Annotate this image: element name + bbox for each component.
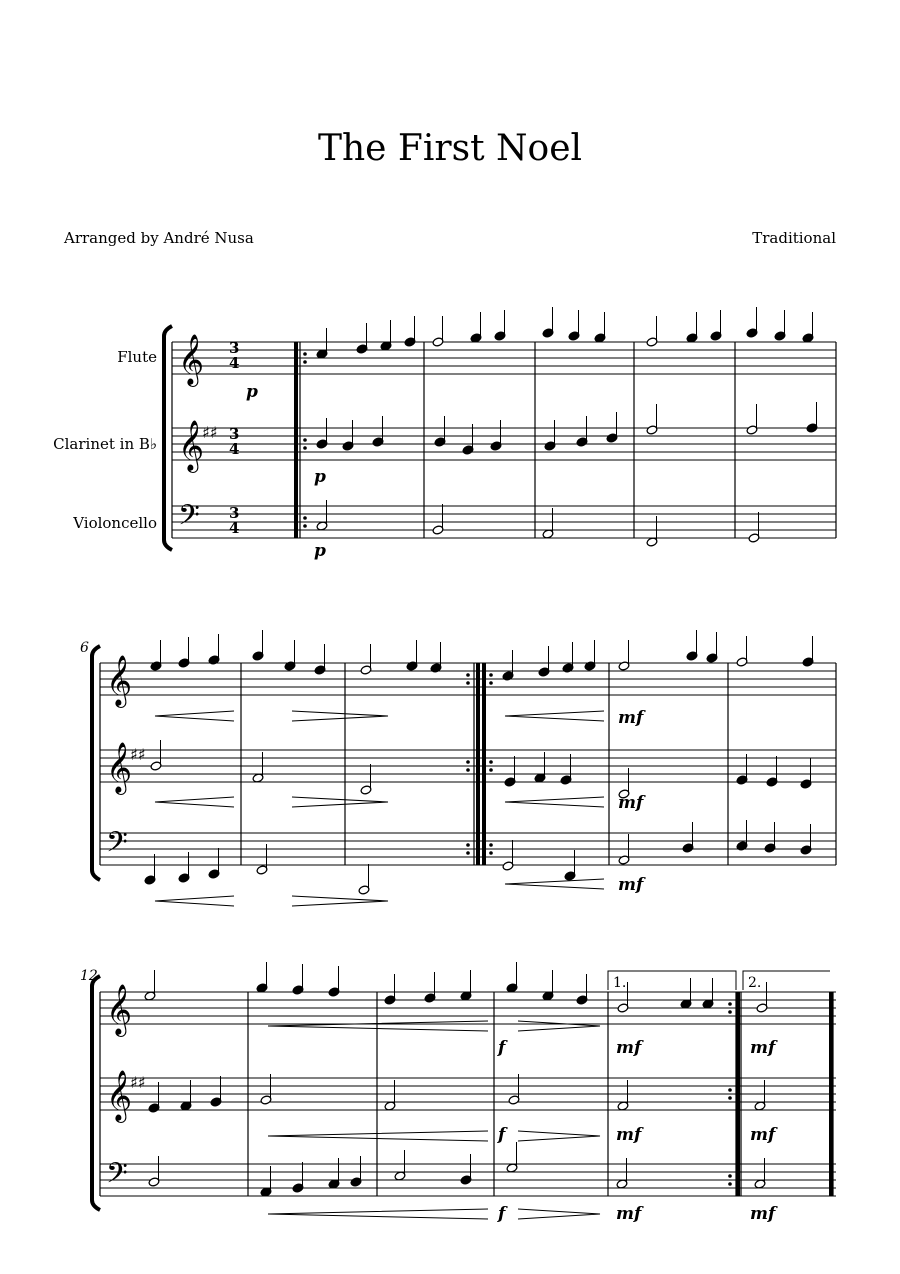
decrescendo-hairpin — [292, 797, 388, 807]
crescendo-hairpin — [155, 896, 234, 906]
repeat-dot — [489, 768, 493, 772]
repeat-dot — [466, 681, 470, 685]
key-signature-sharps: ♯♯ — [130, 1073, 146, 1092]
dynamic-f: f — [498, 1038, 506, 1058]
repeat-dot — [466, 843, 470, 847]
repeat-dot — [466, 768, 470, 772]
second-ending-label: 2. — [748, 975, 762, 991]
system-bracket — [92, 646, 100, 880]
time-sig-top: 3 — [229, 425, 240, 443]
label-flute: Flute — [117, 348, 157, 366]
repeat-thick — [736, 992, 740, 1196]
repeat-dot — [489, 851, 493, 855]
treble-clef-icon: 𝄞 — [178, 334, 205, 385]
first-ending-label: 1. — [613, 975, 627, 991]
repeat-dot — [303, 360, 307, 364]
repeat-dot — [489, 673, 493, 677]
repeat-dot — [728, 1002, 732, 1006]
dynamic-mf: mf — [750, 1038, 776, 1058]
time-sig-bottom: 4 — [229, 354, 240, 372]
repeat-dot — [489, 681, 493, 685]
crescendo-hairpin — [155, 711, 234, 721]
volta-brackets — [608, 971, 830, 991]
crescendo-hairpin — [505, 797, 604, 807]
dynamic-mf: mf — [618, 708, 644, 728]
key-signature-sharps: ♯♯ — [130, 745, 146, 764]
time-sig-bottom: 4 — [229, 519, 240, 537]
crescendo-hairpin — [505, 711, 604, 721]
label-cello: Violoncello — [73, 514, 157, 532]
repeat-dot — [489, 760, 493, 764]
treble-clef-icon: 𝄞 — [106, 655, 133, 706]
dynamic-mf: mf — [618, 875, 644, 895]
crescendo-hairpin — [155, 797, 234, 807]
measure-number-12: 12 — [80, 968, 98, 984]
measure-number-6: 6 — [80, 640, 89, 656]
repeat-dot — [728, 1096, 732, 1100]
time-sig-top: 3 — [229, 504, 240, 522]
final-barline — [829, 992, 833, 1196]
treble-clef-icon: 𝄞 — [106, 1070, 133, 1121]
treble-clef-icon: 𝄞 — [178, 420, 205, 471]
crescendo-hairpin — [505, 879, 604, 889]
dynamic-mf: mf — [750, 1204, 776, 1224]
repeat-dot — [728, 1088, 732, 1092]
repeat-dot — [728, 1182, 732, 1186]
repeat-dot — [489, 843, 493, 847]
time-sig-top: 3 — [229, 339, 240, 357]
arranger-credit: Arranged by André Nusa — [64, 229, 254, 247]
system-bracket — [164, 326, 172, 550]
dynamic-mf: mf — [618, 793, 644, 813]
bass-clef-icon: 𝄢 — [106, 1157, 128, 1197]
time-signatures — [229, 339, 239, 537]
notes — [144, 307, 818, 1197]
bass-clef-icon: 𝄢 — [106, 826, 128, 866]
repeat-dot — [303, 352, 307, 356]
repeat-dot — [466, 851, 470, 855]
key-signature-sharps: ♯♯ — [202, 423, 218, 442]
treble-clef-icon: 𝄞 — [106, 742, 133, 793]
decrescendo-hairpin — [518, 1131, 600, 1141]
label-clarinet: Clarinet in B♭ — [53, 435, 157, 453]
time-sig-bottom: 4 — [229, 440, 240, 458]
composer-credit: Traditional — [752, 229, 836, 247]
decrescendo-hairpin — [518, 1021, 600, 1031]
dynamic-mf: mf — [750, 1125, 776, 1145]
hairpins — [155, 711, 604, 1219]
repeat-thick — [482, 663, 486, 865]
repeat-dot — [303, 524, 307, 528]
treble-clef-icon: 𝄞 — [106, 984, 133, 1035]
crescendo-hairpin — [268, 1209, 488, 1219]
decrescendo-hairpin — [292, 896, 388, 906]
dynamic-f: f — [498, 1125, 506, 1145]
repeat-dot — [466, 760, 470, 764]
dynamic-p: p — [314, 467, 326, 487]
page-title: The First Noel — [317, 128, 583, 169]
dynamic-mf: mf — [616, 1125, 642, 1145]
repeat-thick — [476, 663, 480, 865]
dynamic-p: p — [314, 541, 326, 561]
repeat-dot — [466, 673, 470, 677]
system-bracket — [92, 976, 100, 1210]
repeat-dot — [303, 516, 307, 520]
bass-clef-icon: 𝄢 — [178, 499, 200, 539]
repeat-dot — [303, 446, 307, 450]
repeat-dot — [303, 438, 307, 442]
repeat-start-thick — [294, 342, 298, 538]
dynamic-p: p — [246, 382, 258, 402]
crescendo-hairpin — [268, 1021, 488, 1031]
decrescendo-hairpin — [292, 711, 388, 721]
crescendo-hairpin — [268, 1131, 488, 1141]
decrescendo-hairpin — [518, 1209, 600, 1219]
dynamic-f: f — [498, 1204, 506, 1224]
dynamic-mf: mf — [616, 1038, 642, 1058]
repeat-dot — [728, 1174, 732, 1178]
repeat-dot — [728, 1010, 732, 1014]
dynamic-mf: mf — [616, 1204, 642, 1224]
